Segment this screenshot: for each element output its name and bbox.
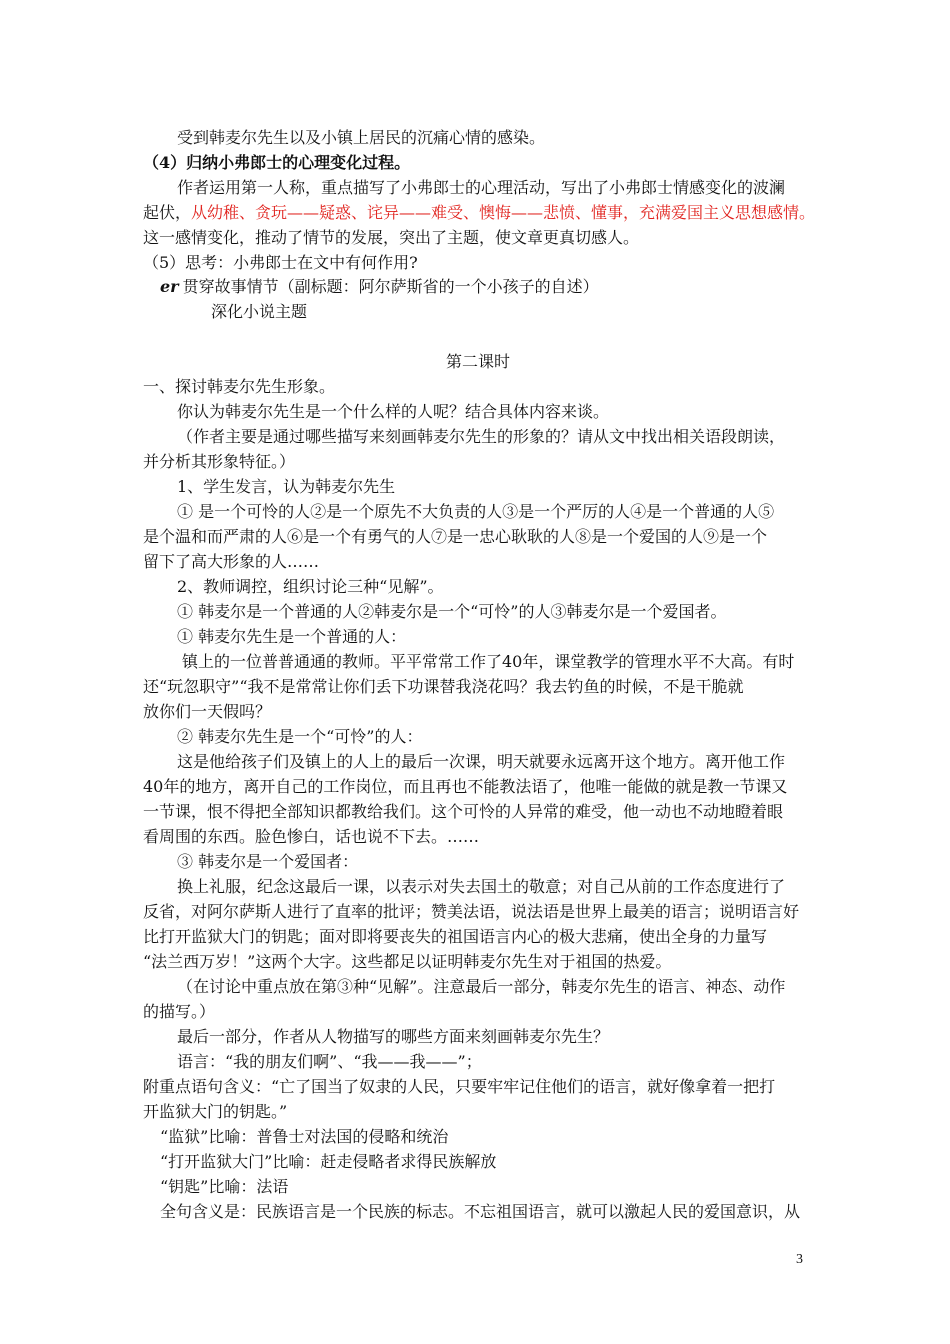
text-line-18: 2、教师调控，组织讨论三种“见解”。: [177, 577, 444, 596]
text-line-41: “打开监狱大门”比喻：赶走侵略者求得民族解放: [160, 1152, 497, 1171]
text-line-31: 反省，对阿尔萨斯人进行了直率的批评；赞美法语，说法语是世界上最美的语言；说明语言好: [143, 902, 800, 921]
text-line-1: 受到韩麦尔先生以及小镇上居民的沉痛心情的感染。: [177, 128, 546, 147]
text-line-15: ① 是一个可怜的人②是一个原先不大负责的人③是一个严厉的人④是一个普通的人⑤: [177, 502, 775, 521]
section-title: 第二课时: [445, 352, 510, 371]
bullet-icon: er: [160, 277, 179, 296]
text-line-4: [143, 201, 816, 225]
text-line-22: 还“玩忽职守”“我不是常常让你们丢下功课替我浇花吗？我去钓鱼的时候，不是干脆就: [143, 677, 744, 696]
text-line-3: 作者运用第一人称，重点描写了小弗郎士的心理活动，写出了小弗郎士情感变化的波澜: [177, 178, 786, 197]
text-line-8: 深化小说主题: [211, 302, 308, 321]
text-line-20: ① 韩麦尔先生是一个普通的人：: [177, 627, 407, 646]
question-5: （5）思考：小弗郎士在文中有何作用?: [143, 253, 418, 272]
text-line-24: ② 韩麦尔先生是一个“可怜”的人：: [177, 727, 423, 746]
page-number: 3: [796, 1252, 803, 1267]
text-line-13: 并分析其形象特征。）: [143, 452, 296, 471]
highlight-text: 从幼稚、贪玩——疑惑、诧异——难受、懊悔——悲愤、懂事，充满爱国主义思想感情。: [191, 203, 816, 222]
text-line-43: 全句含义是：民族语言是一个民族的标志。不忘祖国语言，就可以激起人民的爱国意识，从: [160, 1202, 801, 1221]
text-line-11: 你认为韩麦尔先生是一个什么样的人呢？结合具体内容来谈。: [177, 402, 610, 421]
text-line-23: 放你们一天假吗？: [143, 702, 272, 721]
text-line-36: 最后一部分，作者从人物描写的哪些方面来刻画韩麦尔先生？: [177, 1027, 610, 1046]
text-line-40: “监狱”比喻：普鲁士对法国的侵略和统治: [160, 1127, 449, 1146]
text-line-5: 这一感情变化，推动了情节的发展，突出了主题，使文章更真切感人。: [143, 228, 640, 247]
section-heading-1: 一、探讨韩麦尔先生形象。: [143, 377, 336, 396]
text-line-17: 留下了高大形象的人……: [143, 552, 320, 571]
text-line-34: （在讨论中重点放在第③种“见解”。注意最后一部分，韩麦尔先生的语言、神态、动作: [177, 977, 786, 996]
bullet-text: 贯穿故事情节（副标题：阿尔萨斯省的一个小孩子的自述）: [182, 277, 599, 296]
text-line-21: 镇上的一位普普通通的教师。平平常常工作了40年，课堂教学的管理水平不大高。有时: [182, 652, 795, 671]
text-line-42: “钥匙”比喻：法语: [160, 1177, 289, 1196]
text-line-12: （作者主要是通过哪些描写来刻画韩麦尔先生的形象的？请从文中找出相关语段朗读，: [177, 427, 786, 446]
text-line-28: 看周围的东西。脸色惨白，话也说不下去。……: [143, 827, 480, 846]
text-line-32: 比打开监狱大门的钥匙；面对即将要丧失的祖国语言内心的极大悲痛，使出全身的力量写: [143, 927, 768, 946]
text-line-37: 语言：“我的朋友们啊”、“我——我——”；: [177, 1052, 482, 1071]
text-line-35: 的描写。）: [143, 1002, 216, 1021]
text-line-19: ① 韩麦尔是一个普通的人②韩麦尔是一个“可怜”的人③韩麦尔是一个爱国者。: [177, 602, 727, 621]
text-line-25: 这是他给孩子们及镇上的人上的最后一次课，明天就要永远离开这个地方。离开他工作: [177, 752, 786, 771]
text-plain: 起伏，: [143, 203, 192, 222]
text-line-33: “法兰西万岁！”这两个大字。这些都足以证明韩麦尔先生对于祖国的热爱。: [143, 952, 672, 971]
text-line-30: 换上礼服，纪念这最后一课，以表示对失去国土的敬意；对自己从前的工作态度进行了: [177, 877, 786, 896]
bullet-line: [160, 275, 830, 299]
heading-4: （4）归纳小弗郎士的心理变化过程。: [143, 153, 411, 172]
text-line-39: 开监狱大门的钥匙。”: [143, 1102, 288, 1121]
text-line-38: 附重点语句含义：“亡了国当了奴隶的人民，只要牢牢记住他们的语言，就好像拿着一把打: [143, 1077, 776, 1096]
text-line-26: 40年的地方，离开自己的工作岗位，而且再也不能教法语了，他唯一能做的就是教一节课又: [143, 777, 788, 796]
text-line-29: ③ 韩麦尔是一个爱国者：: [177, 852, 359, 871]
text-line-27: 一节课，恨不得把全部知识都教给我们。这个可怜的人异常的难受，他一动也不动地瞪着眼: [143, 802, 784, 821]
text-line-16: 是个温和而严肃的人⑥是一个有勇气的人⑦是一忠心耿耿的人⑧是一个爱国的人⑨是一个: [143, 527, 768, 546]
text-line-14: 1、学生发言，认为韩麦尔先生: [177, 477, 396, 496]
